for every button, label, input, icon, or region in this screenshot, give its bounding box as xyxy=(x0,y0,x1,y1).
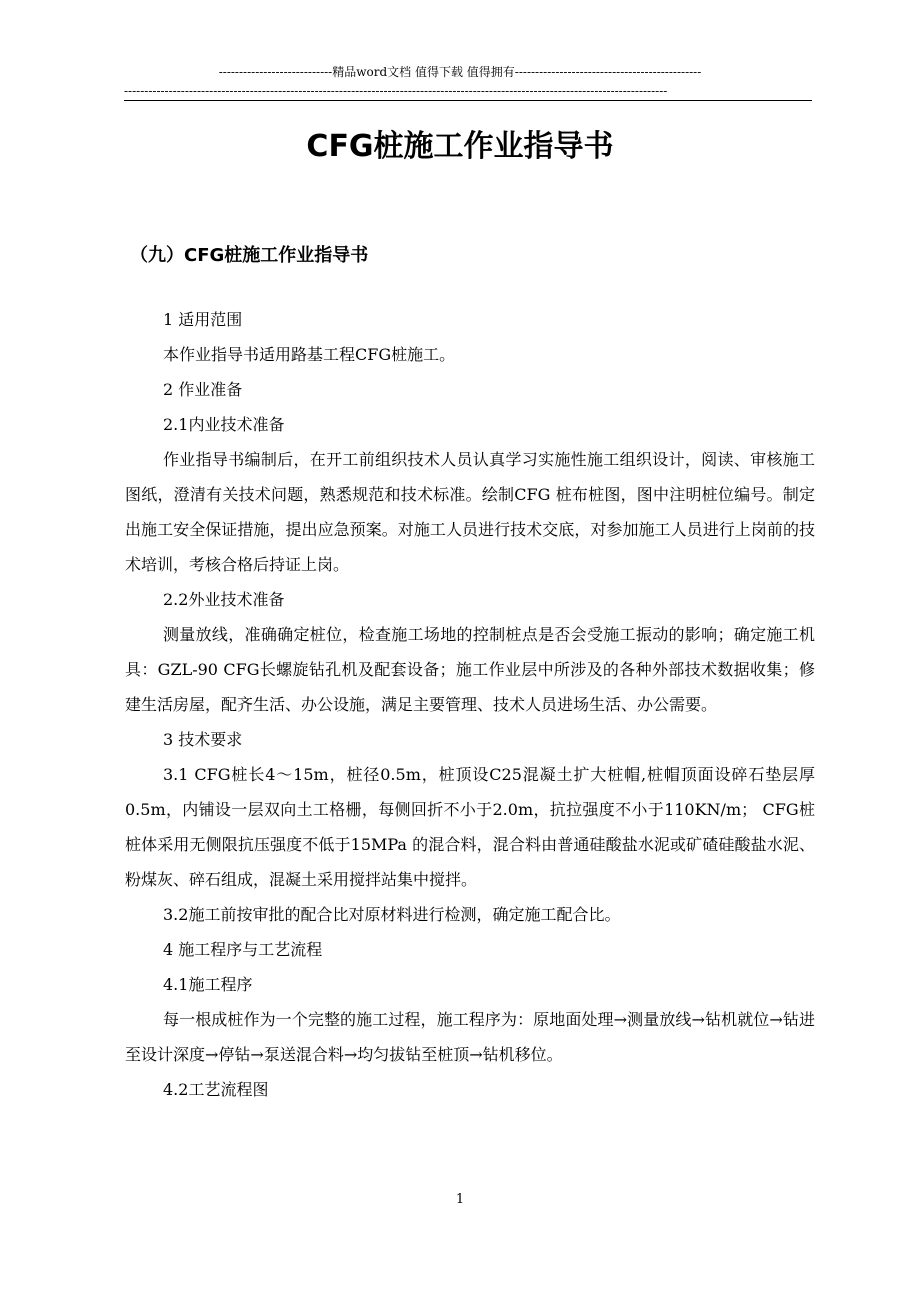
paragraph-scope: 本作业指导书适用路基工程CFG桩施工。 xyxy=(163,345,456,364)
paragraph-internal-prep: 作业指导书编制后，在开工前组织技术人员认真学习实施性施工组织设计，阅读、审核施工图纸，澄清有关技术问题，熟悉规范和技术标准。绘制CFG 桩布桩图，图中注明桩位编号。制定出施工安全保证措施，提出应急预案。对施工人员进行技术交底，对参加施工人员进行上岗前的技术培训，考核合格后持证上岗。 xyxy=(125,450,815,574)
document-body xyxy=(125,302,815,1107)
heading-internal-prep: 2.1内业技术准备 xyxy=(163,415,285,434)
page-number: 1 xyxy=(455,1192,465,1207)
paragraph-mix-testing: 3.2施工前按审批的配合比对原材料进行检测，确定施工配合比。 xyxy=(163,905,621,924)
paragraph-pile-specs: 3.1 CFG桩长4～15m，桩径0.5m，桩顶设C25混凝土扩大桩帽,桩帽顶面设碎石垫层厚0.5m，内铺设一层双向土工格栅，每侧回折不小于2.0m，抗拉强度不小于110KN/m； CFG桩桩体采用无侧限抗压强度不低于15MPa 的混合料，混合料由普通硅酸盐水泥或矿碴硅酸盐水泥、粉煤灰、碎石组成，混凝土采用搅拌站集中搅拌。 xyxy=(125,765,815,889)
section-heading: （九）CFG桩施工作业指导书 xyxy=(130,245,369,266)
document-title: CFG桩施工作业指导书 xyxy=(306,129,614,164)
heading-scope: 1 适用范围 xyxy=(163,310,243,329)
heading-process-flowchart: 4.2工艺流程图 xyxy=(163,1080,269,1099)
heading-field-prep: 2.2外业技术准备 xyxy=(163,590,285,609)
paragraph-construction-procedure: 每一根成桩作为一个完整的施工过程，施工程序为：原地面处理→测量放线→钻机就位→钻进至设计深度→停钻→泵送混合料→均匀拔钻至桩顶→钻机移位。 xyxy=(125,1010,815,1064)
header-rule xyxy=(124,100,812,101)
paragraph-field-prep: 测量放线，准确确定桩位，检查施工场地的控制桩点是否会受施工振动的影响；确定施工机具：GZL-90 CFG长螺旋钻孔机及配套设备；施工作业层中所涉及的各种外部技术数据收集；修建生活房屋，配齐生活、办公设施，满足主要管理、技术人员进场生活、办公需要。 xyxy=(125,625,815,714)
header-dash-line: -------------------------------------------------------------------------------------------------------------------------------------- xyxy=(124,84,668,98)
heading-preparation: 2 作业准备 xyxy=(163,380,243,399)
header-banner: ----------------------------精品word文档 值得下载 值得拥有---------------------------------------------- xyxy=(218,65,702,79)
heading-construction-procedure: 4.1施工程序 xyxy=(163,975,253,994)
heading-procedure-flow: 4 施工程序与工艺流程 xyxy=(163,940,323,959)
heading-technical-requirements: 3 技术要求 xyxy=(163,730,243,749)
